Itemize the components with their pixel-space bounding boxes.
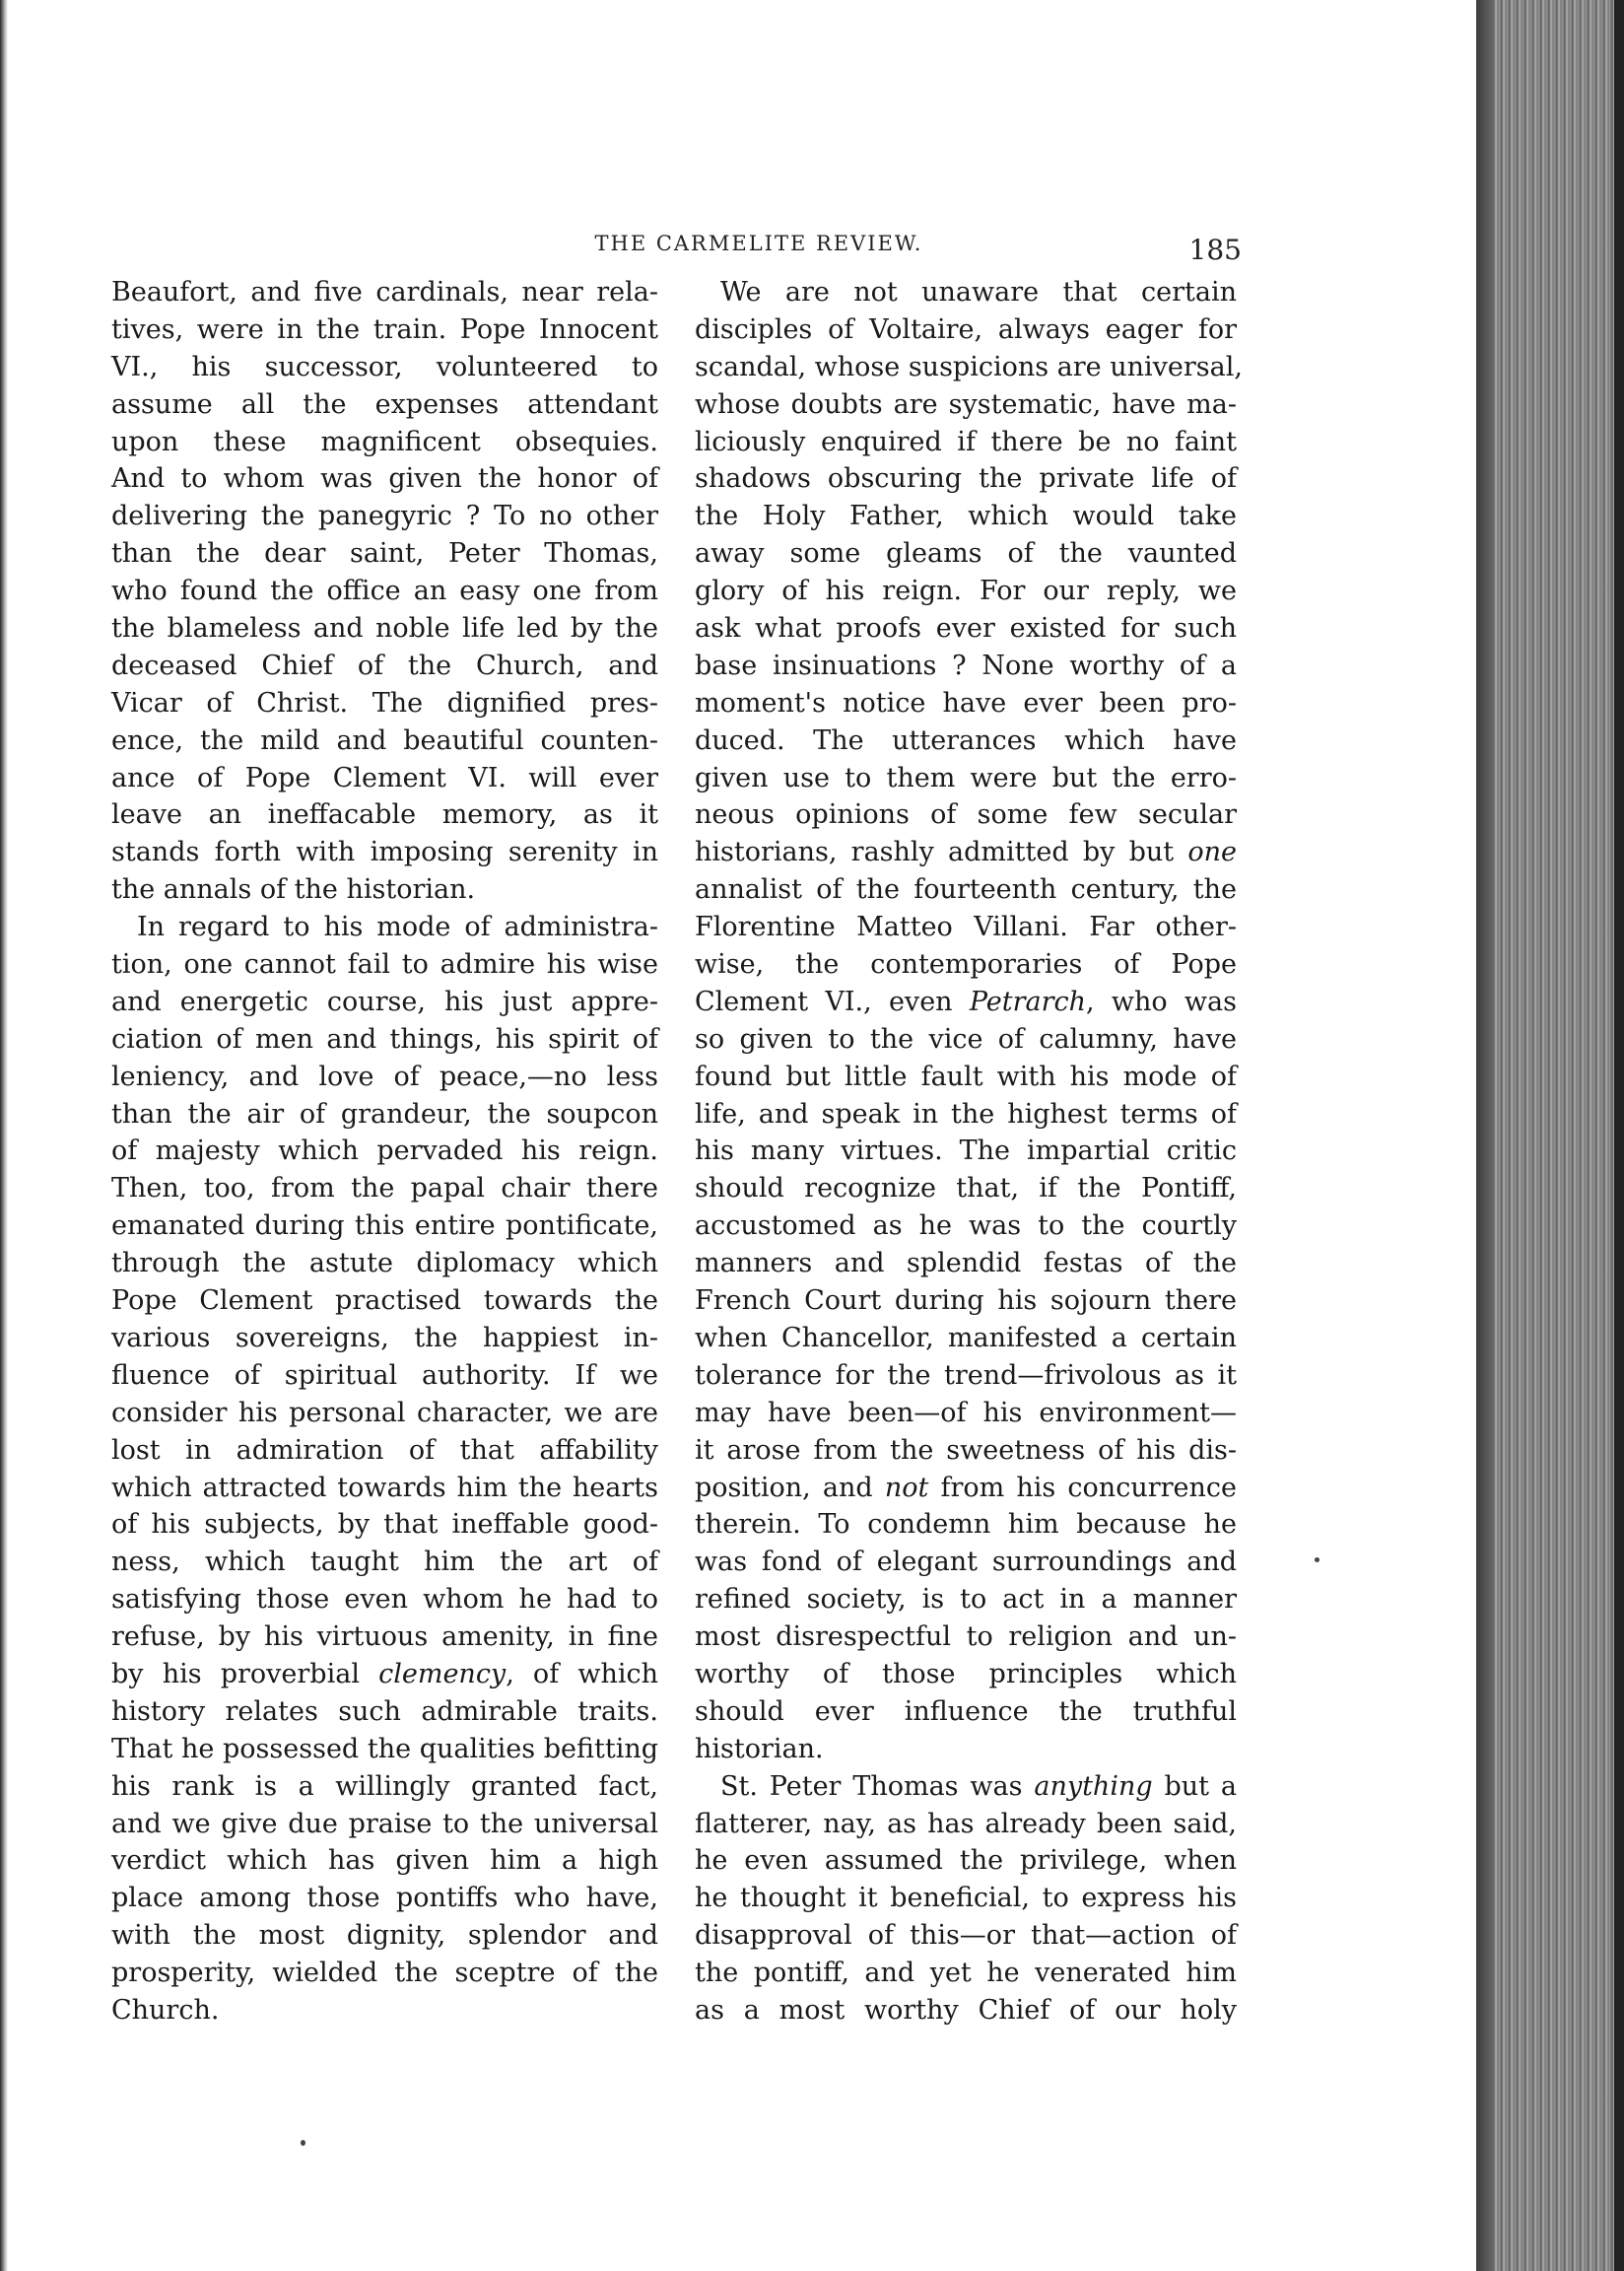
text-line [111,946,658,984]
line-text: liciously enquired if there be no faint [695,426,1237,457]
text-line [695,1806,1237,1843]
running-head: THE CARMELITE REVIEW. [594,232,923,255]
line-text: neous opinions of some few secular [695,799,1237,831]
line-text: stands forth with imposing serenity in [111,837,658,868]
text-line [695,1059,1237,1096]
line-text: through the astute diplomacy which [111,1248,658,1279]
line-text-after: , of which [506,1658,658,1689]
text-line [111,311,658,349]
line-text: whose doubts are systematic, have ma- [695,388,1237,420]
line-text: of majesty which pervaded his reign. [111,1136,658,1167]
text-line [695,796,1237,834]
line-text: he even assumed the privilege, when [695,1845,1237,1877]
line-text: That he possessed the qualities befitting [111,1733,658,1764]
line-text: should ever influence the truthful [695,1695,1237,1727]
line-text: away some gleams of the vaunted [695,538,1237,570]
line-text: ance of Pope Clement VI. will ever [111,762,658,793]
text-line [695,946,1237,984]
line-text: refuse, by his virtuous amenity, in fine [111,1621,658,1653]
text-line [695,1842,1237,1880]
text-line [111,1842,658,1880]
line-text: history relates such admirable traits. [111,1695,658,1727]
italic-text: not [884,1472,929,1503]
line-text: was fond of elegant surroundings and [695,1547,1237,1578]
page-header [0,232,1380,271]
text-line [695,723,1237,760]
line-text: position, and [695,1472,885,1503]
line-text-after: from his concurrence [928,1472,1237,1503]
line-text: than the dear saint, Peter Thomas, [111,538,658,570]
text-line [111,1992,658,2030]
text-line [111,1282,658,1320]
italic-text: clemency [378,1658,507,1689]
line-text: with the most dignity, splendor and [111,1920,658,1952]
text-line [111,648,658,685]
line-text: ence, the mild and beautiful counten- [111,724,658,756]
text-line [111,1806,658,1843]
text-line [111,1955,658,1992]
line-text: In regard to his mode of administra- [137,912,658,943]
text-line [695,1245,1237,1282]
line-text: annalist of the fourteenth century, the [695,874,1237,906]
text-line [695,1581,1237,1618]
line-text: and energetic course, his just appre- [111,986,658,1017]
text-line [695,1470,1237,1507]
line-text: base insinuations ? None worthy of a [695,650,1237,681]
line-text: emanated during this entire pontificate, [111,1210,658,1242]
line-text: fluence of spiritual authority. If we [111,1359,658,1391]
text-line [111,1133,658,1170]
line-text: therein. To condemn him because he [695,1509,1237,1541]
line-text: it arose from the sweetness of his dis- [695,1434,1237,1466]
line-text: glory of his reign. For our reply, we [695,576,1237,607]
text-line [111,535,658,573]
text-line [111,573,658,610]
print-speck [301,2140,305,2146]
line-text: by his proverbial [111,1658,379,1689]
text-line [111,1170,658,1207]
line-text: of his subjects, by that ineffable good- [111,1509,658,1541]
line-text: prosperity, wielded the sceptre of the [111,1958,658,1989]
line-text: the blameless and noble life led by the [111,613,658,645]
text-line [695,1432,1237,1470]
line-text: VI., his successor, volunteered to [111,351,658,382]
text-line [695,1992,1237,2030]
line-text: wise, the contemporaries of Pope [695,949,1237,981]
text-line [111,834,658,871]
text-line [695,1731,1237,1768]
line-text: duced. The utterances which have [695,724,1237,756]
text-line [695,909,1237,946]
line-text: disciples of Voltaire, always eager for [695,313,1237,345]
text-line [695,573,1237,610]
line-text: found but little fault with his mode of [695,1061,1237,1092]
line-text: ask what proofs ever existed for such [695,613,1237,645]
line-text: as a most worthy Chief of our holy [695,1994,1237,2026]
text-line [695,1021,1237,1059]
line-text: worthy of those principles which [695,1658,1237,1689]
text-line [695,1880,1237,1917]
line-text: may have been—of his environment— [695,1397,1237,1428]
line-text: historians, rashly admitted by but [695,837,1188,868]
line-text: place among those pontiffs who have, [111,1883,658,1914]
text-line [111,984,658,1021]
text-line [111,1059,658,1096]
line-text: tolerance for the trend—frivolous as it [695,1359,1237,1391]
text-line [111,1581,658,1618]
text-line [111,1693,658,1731]
line-text: the pontiff, and yet he venerated him [695,1958,1237,1989]
book-gutter-edge [0,0,8,2271]
text-line [695,648,1237,685]
line-text: upon these magnificent obsequies. [111,426,658,457]
line-text: lost in admiration of that affability [111,1434,658,1466]
line-text: tives, were in the train. Pope Innocent [111,313,658,345]
text-line [695,984,1237,1021]
text-line [695,1544,1237,1581]
text-line [695,274,1237,311]
text-line [111,1207,658,1245]
line-text: Florentine Matteo Villani. Far other- [695,912,1237,943]
text-line [695,386,1237,424]
italic-text: Petrarch [969,986,1087,1017]
line-text-after: but a [1152,1770,1237,1802]
line-text: who found the office an easy one from [111,576,658,607]
text-line [111,1096,658,1134]
text-line [111,760,658,797]
text-line [111,349,658,386]
left-text-column [111,274,658,2030]
line-text: than the air of grandeur, the soupcon [111,1098,658,1130]
page-stack-edge [1476,0,1624,2271]
line-text: should recognize that, if the Pontiff, [695,1173,1237,1204]
line-text: flatterer, nay, as has already been said, [695,1808,1237,1839]
line-text: shadows obscuring the private life of [695,463,1237,495]
line-text: when Chancellor, manifested a certain [695,1322,1237,1353]
text-line [111,871,658,909]
text-line [695,1693,1237,1731]
text-line [111,1768,658,1806]
text-line [695,311,1237,349]
line-text: delivering the panegyric ? To no other [111,501,658,532]
line-text: his many virtues. The impartial critic [695,1136,1237,1167]
line-text-after: , who was [1086,986,1237,1017]
text-line [111,909,658,946]
text-line [695,1656,1237,1693]
line-text: Pope Clement practised towards the [111,1285,658,1317]
text-line [111,1470,658,1507]
text-line [695,1955,1237,1992]
italic-text: anything [1034,1770,1153,1802]
line-text: St. Peter Thomas was [720,1770,1035,1802]
text-line [695,424,1237,461]
text-line [695,610,1237,648]
line-text: various sovereigns, the happiest in- [111,1322,658,1353]
text-line [111,1506,658,1544]
text-line [111,1021,658,1059]
text-line [111,1917,658,1955]
text-line [111,274,658,311]
line-text: Vicar of Christ. The dignified pres- [111,687,658,719]
line-text: ness, which taught him the art of [111,1547,658,1578]
right-text-column [695,274,1243,2030]
text-line [695,535,1237,573]
line-text: disapproval of this—or that—action of [695,1920,1237,1952]
line-text: satisfying those even whom he had to [111,1584,658,1616]
line-text: refined society, is to act in a manner [695,1584,1237,1616]
page-number: 185 [1188,234,1242,266]
line-text: Church. [111,1994,220,2026]
text-line [111,460,658,498]
text-line [111,498,658,535]
line-text: tion, one cannot fail to admire his wise [111,949,658,981]
text-line [111,424,658,461]
text-line [695,871,1237,909]
text-line [695,1133,1237,1170]
text-line [111,610,658,648]
text-line [695,1096,1237,1134]
line-text: And to whom was given the honor of [111,463,658,495]
text-line [695,1768,1237,1806]
text-line [695,349,1243,386]
line-text: life, and speak in the highest terms of [695,1098,1237,1130]
line-text: leave an ineffacable memory, as it [111,799,658,831]
text-line [111,723,658,760]
text-line [695,1207,1237,1245]
text-line [111,1731,658,1768]
text-line [111,1320,658,1357]
text-line [111,685,658,723]
italic-text: one [1187,837,1237,868]
text-line [695,1618,1237,1656]
line-text: the Holy Father, which would take [695,501,1237,532]
text-line [111,1618,658,1656]
line-text: accustomed as he was to the courtly [695,1210,1237,1242]
line-text: French Court during his sojourn there [695,1285,1237,1317]
line-text: the annals of the historian. [111,874,476,906]
line-text: Clement VI., even [695,986,970,1017]
text-line [111,1544,658,1581]
text-line [695,1282,1237,1320]
text-line [111,1880,658,1917]
line-text: moment's notice have ever been pro- [695,687,1237,719]
line-text: his rank is a willingly granted fact, [111,1770,658,1802]
line-text: given use to them were but the erro- [695,762,1237,793]
text-line [695,834,1237,871]
line-text: Beaufort, and five cardinals, near rela- [111,277,658,308]
text-line [111,796,658,834]
print-speck [1315,1557,1320,1562]
text-line [695,498,1237,535]
text-line [695,1506,1237,1544]
text-line [695,685,1237,723]
text-line [695,1917,1237,1955]
text-line [695,760,1237,797]
line-text: he thought it beneficial, to express his [695,1883,1237,1914]
text-line [111,1432,658,1470]
line-text: verdict which has given him a high [111,1845,658,1877]
line-text: assume all the expenses attendant [111,388,658,420]
line-text: We are not unaware that certain [720,277,1237,308]
text-line [695,1395,1237,1432]
line-text: Then, too, from the papal chair there [111,1173,658,1204]
text-line [111,1656,658,1693]
line-text: most disrespectful to religion and un- [695,1621,1237,1653]
line-text: and we give due praise to the universal [111,1808,658,1839]
line-text: leniency, and love of peace,—no less [111,1061,658,1092]
line-text: ciation of men and things, his spirit of [111,1023,658,1055]
line-text: so given to the vice of calumny, have [695,1023,1237,1055]
line-text: consider his personal character, we are [111,1397,658,1428]
line-text: which attracted towards him the hearts [111,1472,658,1503]
text-line [111,1245,658,1282]
text-line [111,386,658,424]
text-line [695,1170,1237,1207]
text-line [111,1357,658,1395]
text-line [111,1395,658,1432]
text-line [695,460,1237,498]
line-text: scandal, whose suspicions are universal, [695,351,1243,382]
line-text: historian. [695,1733,824,1764]
line-text: manners and splendid festas of the [695,1248,1237,1279]
text-line [695,1357,1237,1395]
line-text: deceased Chief of the Church, and [111,650,658,681]
text-line [695,1320,1237,1357]
